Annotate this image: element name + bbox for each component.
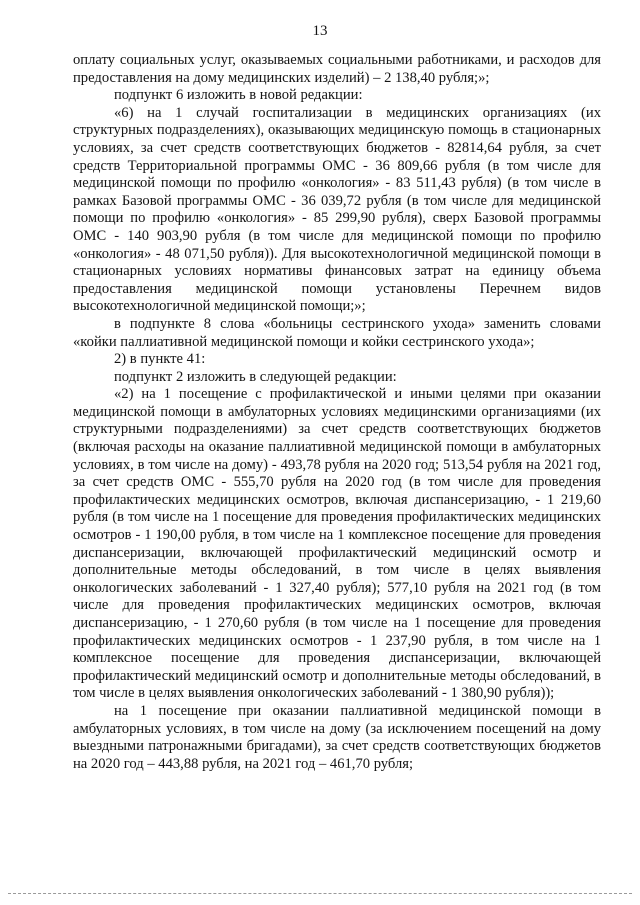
paragraph-subitem-2-text: «2) на 1 посещение с профилактической и иными целями при оказании медицинской помощи в амбулаторных условиях медицинскими организациями (их структурными подразделениями) за счет средств соответствующих бюджетов (включая расходы на оказание паллиативной медицинской помощи в амбулаторных условиях, в том числе на дому) - 493,78 рубля на 2020 год; 513,54 рубля на 2021 год, за счет средств ОМС - 555,70 рубля на 2020 год (в том числе для проведения профилактических медицинских осмотров, включая диспансеризацию, - 1 219,60 рубля (в том числе на 1 посещение для проведения профилактических медицинских осмотров - 1 190,00 рубля, в том числе на 1 комплексное посещение для проведения диспансеризации, включающей профилактический медицинский осмотр и дополнительные методы обследований, в том числе в целях выявления онкологических заболеваний - 1 327,40 рубля); 577,10 рубля на 2021 год (в том числе для проведения профилактических медицинских осмотров, включая диспансеризацию, - 1 270,60 рубля (в том числе на 1 посещение для проведения профилактических медицинских осмотров - 1 237,90 рубля, в том числе на 1 комплексное посещение для проведения диспансеризации, включающей профилактический медицинский осмотр и дополнительные методы обследований, в том числе в целях выявления онкологических заболеваний - 1 380,90 рубля)); — [73, 386, 601, 702]
footer-divider — [8, 893, 632, 894]
paragraph-subitem-2-heading: подпункт 2 изложить в следующей редакции: — [114, 368, 397, 385]
paragraph-item-41-heading: 2) в пункте 41: — [114, 351, 206, 368]
paragraph-subitem-6-text: «6) на 1 случай госпитализации в медицинских организациях (их структурных подразделениях), оказывающих медицинскую помощь в стационарных условиях, за счет средств соответствующих бюджетов - 82814,64 рубля, за счет средств Территориальной программы ОМС - 36 809,66 рубля (в том числе для медицинской помощи по профилю «онкология» - 83 511,43 рубля) (в том числе в рамках Базовой программы ОМС - 36 039,72 рубля (в том числе для медицинской помощи по профилю «онкология» - 85 299,90 рубля), сверх Базовой программы ОМС - 140 903,90 рубля (в том числе для медицинской помощи по профилю «онкология» - 48 071,50 рубля)). Для высокотехнологичной медицинской помощи в стационарных условиях нормативы финансовых затрат на единицу объема предоставления медицинской помощи установлены Перечнем видов высокотехнологичной медицинской помощи;»; — [73, 104, 601, 315]
paragraph-continuation: оплату социальных услуг, оказываемых социальными работниками, и расходов для предоставления на дому медицинских изделий) – 2 138,40 рубля;»; — [73, 52, 601, 86]
page-number: 13 — [312, 23, 328, 39]
paragraph-subitem-8-amendment: в подпункте 8 слова «больницы сестринского ухода» заменить словами «койки паллиативной медицинской помощи и койки сестринского ухода»; — [73, 315, 601, 350]
document-body — [73, 52, 601, 773]
paragraph-subitem-6-heading: подпункт 6 изложить в новой редакции: — [114, 87, 363, 104]
paragraph-palliative-visit: на 1 посещение при оказании паллиативной медицинской помощи в амбулаторных условиях, в том числе на дому (за исключением посещений на дому выездными патронажными бригадами), за счет средств соответствующих бюджетов на 2020 год – 443,88 рубля, на 2021 год – 461,70 рубля; — [73, 702, 601, 772]
